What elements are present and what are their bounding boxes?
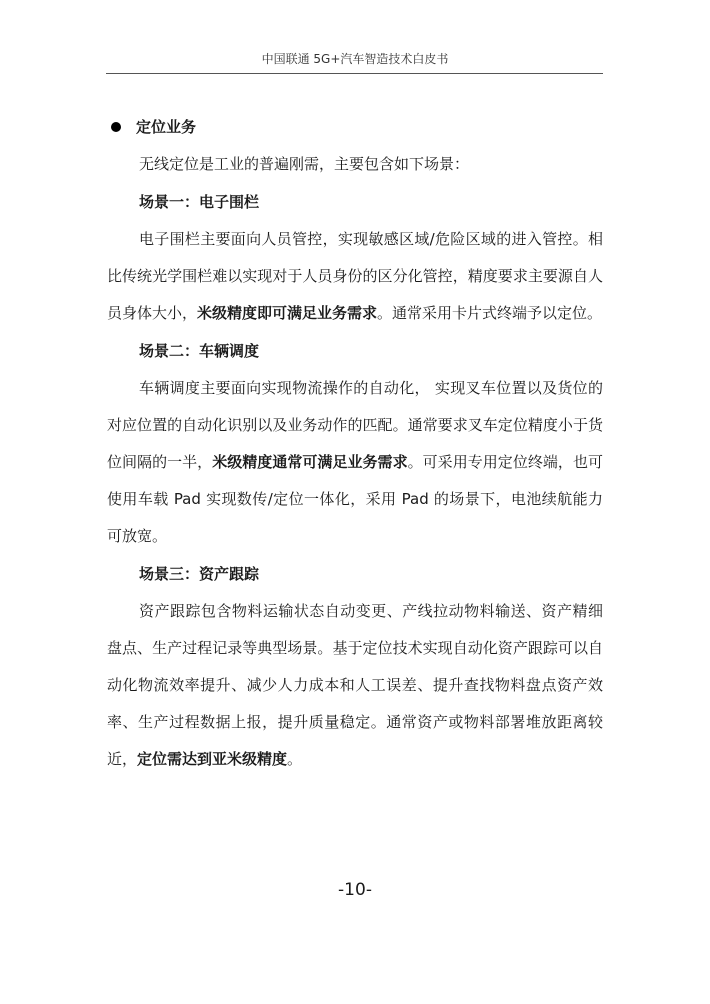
section-heading-label: 定位业务 xyxy=(136,118,197,136)
scene-text-2-after: 。可采用专用定位终端，也可使用车载 Pad 实现数传/定位一体化，采用 Pad 的场景下，电池续航能力可放宽。 xyxy=(107,453,603,545)
scene-emphasis-3: 定位需达到亚米级精度 xyxy=(137,750,288,768)
scene-text-2-before: 车辆调度主要面向实现物流操作的自动化， 实现叉车位置以及货位的对应位置的自动化识别以及业务动作的匹配。通常要求叉车定位精度小于货位间隔的一半， xyxy=(107,379,603,471)
scene-emphasis-2: 米级精度通常可满足业务需求 xyxy=(212,453,408,471)
scene-heading-3: 场景三：资产跟踪 xyxy=(139,565,260,583)
page-content xyxy=(107,108,603,778)
bullet-icon xyxy=(111,122,121,132)
scene-text-1-after: 。通常采用卡片式终端予以定位。 xyxy=(377,304,603,322)
page-header: 中国联通 5G+汽车智造技术白皮书 xyxy=(261,52,449,66)
scene-paragraph-1 xyxy=(107,221,603,332)
scene-text-3-after: 。 xyxy=(287,750,303,768)
scene-heading-1: 场景一：电子围栏 xyxy=(139,193,260,211)
scene-paragraph-2 xyxy=(107,370,603,555)
scene-emphasis-1: 米级精度即可满足业务需求 xyxy=(197,304,378,322)
scene-text-1-before: 电子围栏主要面向人员管控，实现敏感区域/危险区域的进入管控。相比传统光学围栏难以实现对于人员身份的区分化管控，精度要求主要源自人员身体大小， xyxy=(107,230,603,322)
page-number: -10- xyxy=(338,880,372,900)
section-intro: 无线定位是工业的普遍刚需，主要包含如下场景： xyxy=(139,155,470,173)
scene-paragraph-3 xyxy=(107,593,603,778)
scene-heading-2: 场景二：车辆调度 xyxy=(139,342,260,360)
section-heading xyxy=(107,108,603,146)
header-divider xyxy=(106,73,603,74)
scene-text-3-before: 资产跟踪包含物料运输状态自动变更、产线拉动物料输送、资产精细盘点、生产过程记录等典型场景。基于定位技术实现自动化资产跟踪可以自动化物流效率提升、减少人力成本和人工误差、提升查找物料盘点资产效率、生产过程数据上报，提升质量稳定。通常资产或物料部署堆放距离较近， xyxy=(107,602,603,768)
